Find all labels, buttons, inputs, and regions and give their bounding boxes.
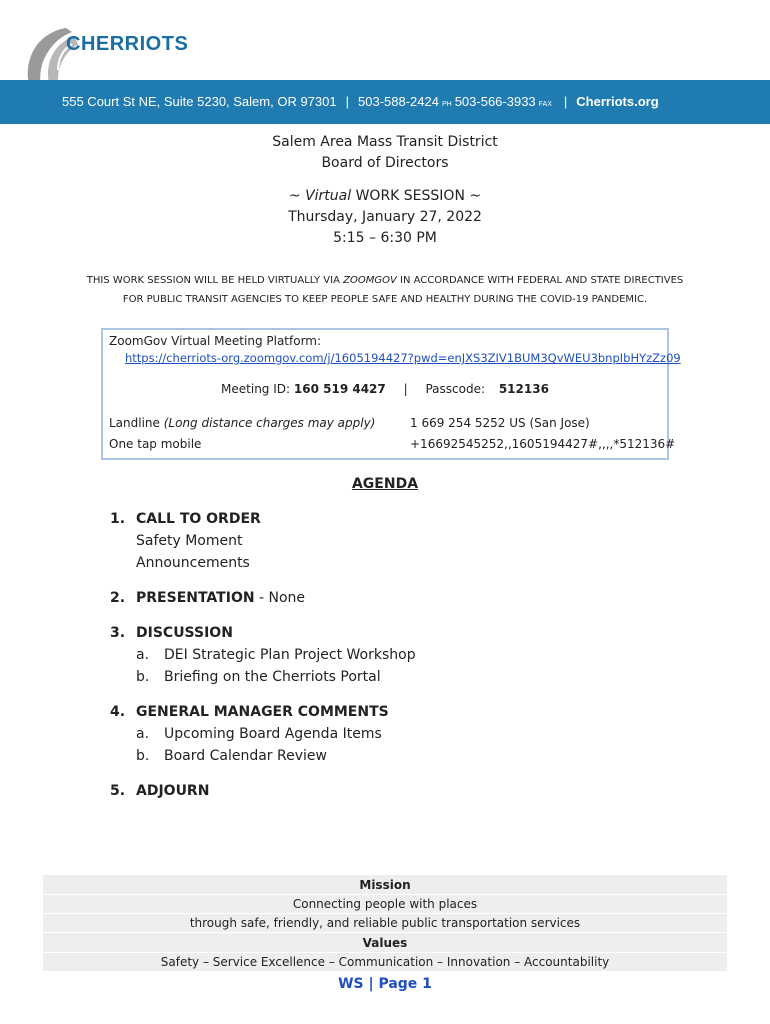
values-line: Safety – Service Excellence – Communication – Innovation – Accountability xyxy=(43,953,727,972)
sub-item-text: Briefing on the Cherriots Portal xyxy=(164,669,381,685)
one-tap-label: One tap mobile xyxy=(109,437,202,451)
board-name: Board of Directors xyxy=(321,155,449,171)
agenda-list xyxy=(110,508,710,815)
phone-tag: PH xyxy=(441,101,452,108)
meeting-id: 160 519 4427 xyxy=(293,382,386,396)
agenda-item-adjourn xyxy=(110,780,710,802)
fax-tag: FAX xyxy=(538,101,552,108)
sub-item-text: Board Calendar Review xyxy=(164,748,327,764)
logo-area xyxy=(0,0,770,80)
page-number: WS | Page 1 xyxy=(338,976,432,992)
item-title: DISCUSSION xyxy=(136,625,233,641)
mission-values-footer xyxy=(43,875,727,972)
item-number: 5. xyxy=(110,783,126,799)
item-number: 2. xyxy=(110,590,126,606)
sub-item xyxy=(110,666,710,688)
sub-item-letter: a. xyxy=(136,726,150,742)
address-text: 555 Court St NE, Suite 5230, Salem, OR 97301 xyxy=(62,94,337,109)
agenda-item-presentation xyxy=(110,587,710,609)
session-virtual: Virtual xyxy=(305,188,352,204)
sub-item-letter: b. xyxy=(136,748,150,764)
meeting-header xyxy=(0,132,770,249)
meeting-date: Thursday, January 27, 2022 xyxy=(288,209,482,225)
phone-number: 503-588-2424 xyxy=(358,94,439,109)
item-suffix: - None xyxy=(254,590,306,606)
landline-label xyxy=(109,416,375,430)
fax-number: 503-566-3933 xyxy=(454,94,536,109)
item-number: 3. xyxy=(110,625,126,641)
mission-label: Mission xyxy=(43,875,727,895)
zoom-meeting-link[interactable]: https://cherriots-org.zoomgov.com/j/1605194427?pwd=enJXS3ZIV1BUM3QvWEU3bnpIbHYzZz09 xyxy=(125,351,681,365)
one-tap-number: +16692545252,,1605194427#,,,,*512136# xyxy=(410,437,676,451)
session-rest: WORK SESSION ~ xyxy=(351,188,482,204)
notice-line-1 xyxy=(60,271,710,290)
org-name: Salem Area Mass Transit District xyxy=(272,134,498,150)
session-prefix: ~ xyxy=(288,188,306,204)
sub-item xyxy=(110,723,710,745)
landline-note: (Long distance charges may apply) xyxy=(163,416,376,430)
passcode: 512136 xyxy=(498,382,549,396)
values-label: Values xyxy=(43,933,727,953)
agenda-item-discussion xyxy=(110,622,710,688)
sub-item: Safety Moment xyxy=(136,533,243,549)
item-title: GENERAL MANAGER COMMENTS xyxy=(136,704,389,720)
agenda-title: AGENDA xyxy=(351,476,419,492)
item-number: 4. xyxy=(110,704,126,720)
landline-text: Landline xyxy=(109,416,164,430)
banner-separator: | xyxy=(345,94,349,109)
meeting-credentials xyxy=(103,382,667,396)
mission-line: through safe, friendly, and reliable public transportation services xyxy=(43,914,727,933)
notice-line-2: FOR PUBLIC TRANSIT AGENCIES TO KEEP PEOPLE SAFE AND HEALTHY DURING THE COVID-19 PANDEMIC. xyxy=(122,294,648,305)
sub-item-text: DEI Strategic Plan Project Workshop xyxy=(164,647,416,663)
meeting-id-label: Meeting ID: xyxy=(221,382,294,396)
item-title: CALL TO ORDER xyxy=(136,511,261,527)
banner-separator: | xyxy=(563,94,568,109)
item-title: PRESENTATION xyxy=(136,590,255,606)
notice-zoomgov: ZOOMGOV xyxy=(343,275,397,286)
sub-item: Announcements xyxy=(136,555,250,571)
virtual-notice xyxy=(60,271,710,309)
landline-number: 1 669 254 5252 US (San Jose) xyxy=(410,416,590,430)
meeting-time: 5:15 – 6:30 PM xyxy=(333,230,437,246)
credentials-separator: | xyxy=(403,382,408,396)
mission-line: Connecting people with places xyxy=(43,895,727,914)
logo-wordmark: CHERRIOTS xyxy=(66,33,189,55)
sub-item xyxy=(110,644,710,666)
passcode-label: Passcode: xyxy=(425,382,485,396)
item-number: 1. xyxy=(110,511,126,527)
session-title xyxy=(0,186,770,207)
contact-banner xyxy=(0,80,770,124)
sub-item-letter: a. xyxy=(136,647,150,663)
notice-text: IN ACCORDANCE WITH FEDERAL AND STATE DIRECTIVES xyxy=(396,275,684,286)
platform-label: ZoomGov Virtual Meeting Platform: xyxy=(109,334,322,348)
agenda-item-gm-comments xyxy=(110,701,710,767)
sub-item-text: Upcoming Board Agenda Items xyxy=(164,726,382,742)
sub-item xyxy=(110,745,710,767)
website-link[interactable]: Cherriots.org xyxy=(576,94,659,109)
item-title: ADJOURN xyxy=(136,783,210,799)
sub-item-letter: b. xyxy=(136,669,150,685)
notice-text: THIS WORK SESSION WILL BE HELD VIRTUALLY VIA xyxy=(86,275,344,286)
agenda-item-call-to-order xyxy=(110,508,710,574)
zoom-info-box xyxy=(101,328,681,460)
